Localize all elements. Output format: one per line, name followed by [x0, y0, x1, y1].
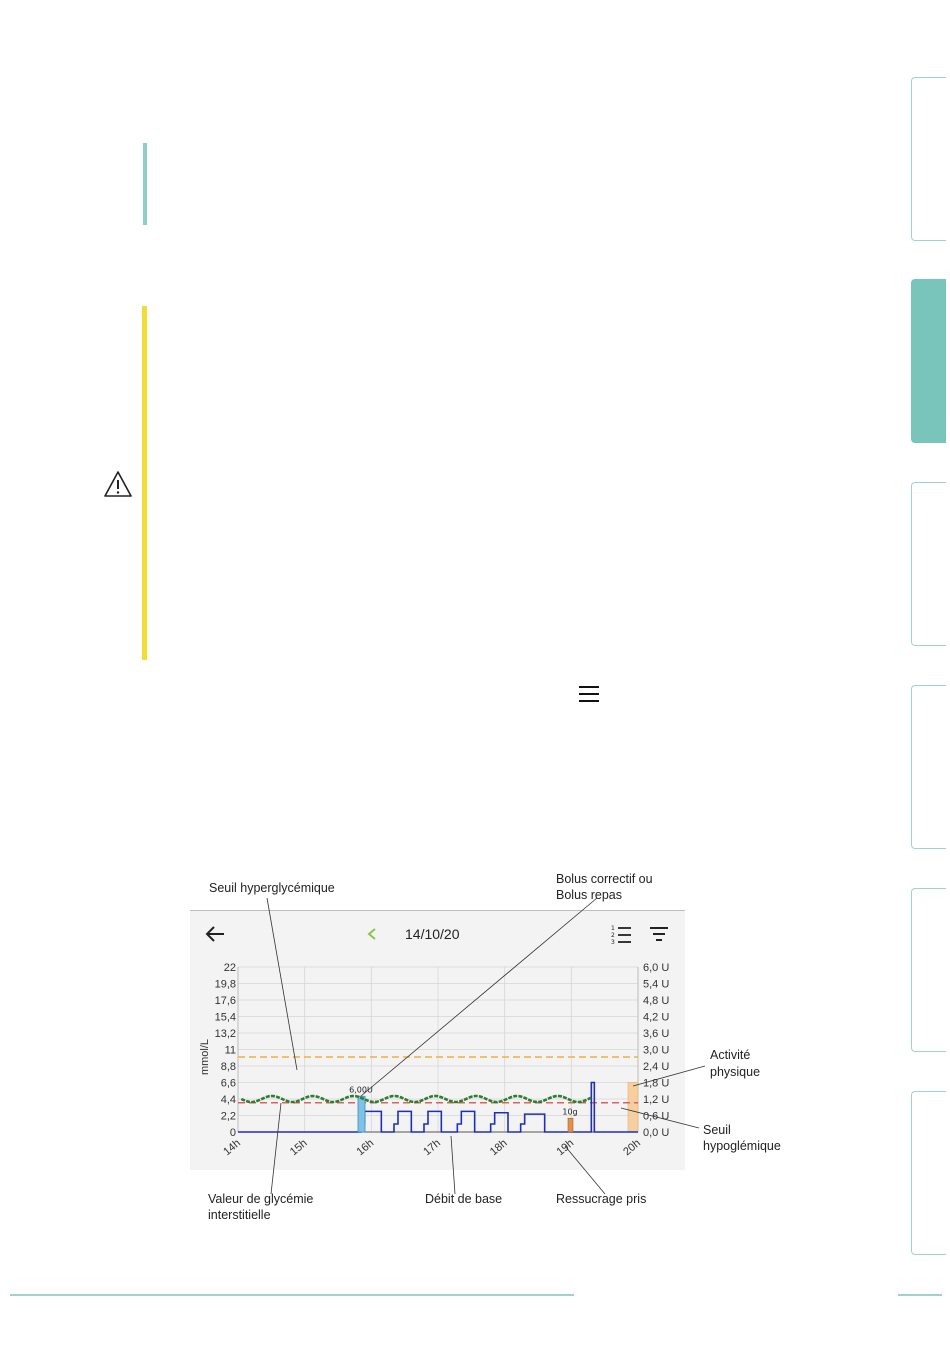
- y-left-tick: 2,2: [220, 1110, 236, 1123]
- y-right-tick: 1,8 U: [643, 1077, 670, 1090]
- y-left-tick: 8,8: [220, 1061, 236, 1073]
- callout-activite-line1: Activité: [710, 1048, 751, 1062]
- bolus-label: 6,00U: [349, 1085, 373, 1095]
- footer-rule-right: [898, 1294, 942, 1296]
- y-right-tick: 3,6 U: [643, 1028, 670, 1040]
- x-tick: 15h: [287, 1137, 310, 1159]
- side-tab-2-active[interactable]: [911, 279, 946, 443]
- y-right-tick: 4,8 U: [643, 995, 670, 1007]
- y-left-tick: 11: [224, 1044, 236, 1057]
- y-axis-title: mmol/L: [199, 1038, 211, 1076]
- y-left-tick: 22: [223, 962, 236, 974]
- y-left-tick: 15,4: [214, 1011, 236, 1024]
- callout-ressucrage: Ressucrage pris: [556, 1192, 647, 1206]
- svg-text:1: 1: [611, 925, 615, 932]
- svg-text:2: 2: [611, 932, 615, 939]
- y-right-tick: 5,4 U: [643, 978, 670, 991]
- y-right-tick: 3,0 U: [643, 1044, 670, 1057]
- warning-accent-bar: [142, 306, 147, 660]
- y-left-tick: 6,6: [220, 1077, 236, 1090]
- y-left-tick: 4,4: [220, 1094, 236, 1106]
- side-tab-4[interactable]: [911, 685, 946, 849]
- history-graph-figure: [185, 868, 805, 1228]
- y-right-tick: 1,2 U: [643, 1094, 670, 1106]
- y-left-tick: 0: [229, 1127, 236, 1139]
- note-accent-bar: [143, 143, 147, 225]
- y-right-tick: 0,6 U: [643, 1110, 670, 1123]
- y-right-tick: 4,2 U: [643, 1011, 670, 1024]
- menu-icon: [578, 684, 600, 704]
- x-tick: 16h: [354, 1137, 377, 1159]
- callout-bolus-line1: Bolus correctif ou: [556, 872, 653, 886]
- y-right-tick: 6,0 U: [643, 962, 670, 974]
- callout-valeur-line2: interstitielle: [208, 1208, 271, 1222]
- callout-hypo-line2: hypoglémique: [703, 1139, 781, 1153]
- side-tab-5[interactable]: [911, 888, 946, 1052]
- resugar-label: 10g: [562, 1107, 578, 1117]
- side-tab-3[interactable]: [911, 482, 946, 646]
- y-left-tick: 13,2: [214, 1028, 236, 1040]
- y-left-tick: 17,6: [214, 995, 236, 1007]
- y-right-tick: 0,0 U: [643, 1127, 670, 1139]
- y-left-tick: 19,8: [214, 978, 236, 991]
- x-tick: 19h: [554, 1137, 577, 1159]
- side-tab-1[interactable]: [911, 77, 946, 241]
- callout-bolus-line2: Bolus repas: [556, 888, 623, 902]
- callout-valeur-line1: Valeur de glycémie: [208, 1192, 314, 1206]
- callout-hypo-line1: Seuil: [703, 1123, 731, 1137]
- x-tick: 14h: [221, 1137, 243, 1159]
- x-tick: 20h: [621, 1137, 643, 1159]
- callout-debit: Débit de base: [425, 1192, 503, 1206]
- date-label: 14/10/20: [405, 926, 460, 942]
- callout-activite-line2: physique: [710, 1065, 761, 1079]
- x-tick: 17h: [421, 1137, 443, 1159]
- y-right-tick: 2,4 U: [643, 1061, 670, 1073]
- footer-rule-left: [10, 1294, 574, 1296]
- x-tick: 18h: [487, 1137, 510, 1159]
- warning-icon: [103, 470, 133, 498]
- side-tab-6[interactable]: [911, 1091, 946, 1255]
- callout-hyper: Seuil hyperglycémique: [209, 881, 335, 895]
- svg-text:3: 3: [611, 939, 615, 945]
